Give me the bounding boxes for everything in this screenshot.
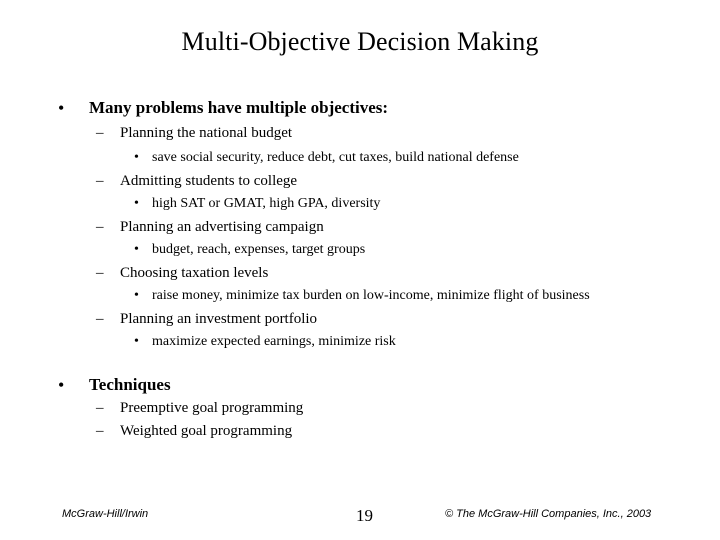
- detail-text: high SAT or GMAT, high GPA, diversity: [152, 196, 381, 211]
- bullet-text: Many problems have multiple objectives:: [89, 98, 389, 117]
- footer-copyright: © The McGraw-Hill Companies, Inc., 2003: [445, 508, 652, 520]
- subitem-text: Admitting students to college: [120, 173, 298, 189]
- detail-marker: •: [134, 150, 139, 165]
- detail-marker: •: [134, 242, 139, 257]
- dash-marker: –: [96, 125, 104, 141]
- detail-text: maximize expected earnings, minimize risk: [152, 334, 396, 349]
- page-number: 19: [356, 506, 373, 525]
- dash-marker: –: [96, 173, 104, 189]
- subitem-text: Planning an investment portfolio: [120, 311, 318, 327]
- subitem-text: Preemptive goal programming: [120, 400, 304, 416]
- detail-marker: •: [134, 334, 139, 349]
- dash-marker: –: [96, 400, 104, 416]
- detail-marker: •: [134, 288, 139, 303]
- subitem-text: Planning the national budget: [120, 125, 293, 141]
- bullet-marker: •: [58, 375, 65, 395]
- detail-text: save social security, reduce debt, cut taxes, build national defense: [152, 150, 519, 165]
- dash-marker: –: [96, 265, 104, 281]
- bullet-marker: •: [58, 98, 65, 118]
- detail-text: raise money, minimize tax burden on low-income, minimize flight of business: [152, 288, 590, 303]
- detail-marker: •: [134, 196, 139, 211]
- dash-marker: –: [96, 423, 104, 439]
- slide-title: Multi-Objective Decision Making: [181, 27, 539, 56]
- subitem-text: Planning an advertising campaign: [120, 219, 324, 235]
- detail-text: budget, reach, expenses, target groups: [152, 242, 366, 257]
- footer-publisher: McGraw-Hill/Irwin: [62, 508, 149, 520]
- subitem-text: Weighted goal programming: [120, 423, 293, 439]
- dash-marker: –: [96, 311, 104, 327]
- dash-marker: –: [96, 219, 104, 235]
- bullet-text: Techniques: [89, 375, 171, 394]
- subitem-text: Choosing taxation levels: [120, 265, 269, 281]
